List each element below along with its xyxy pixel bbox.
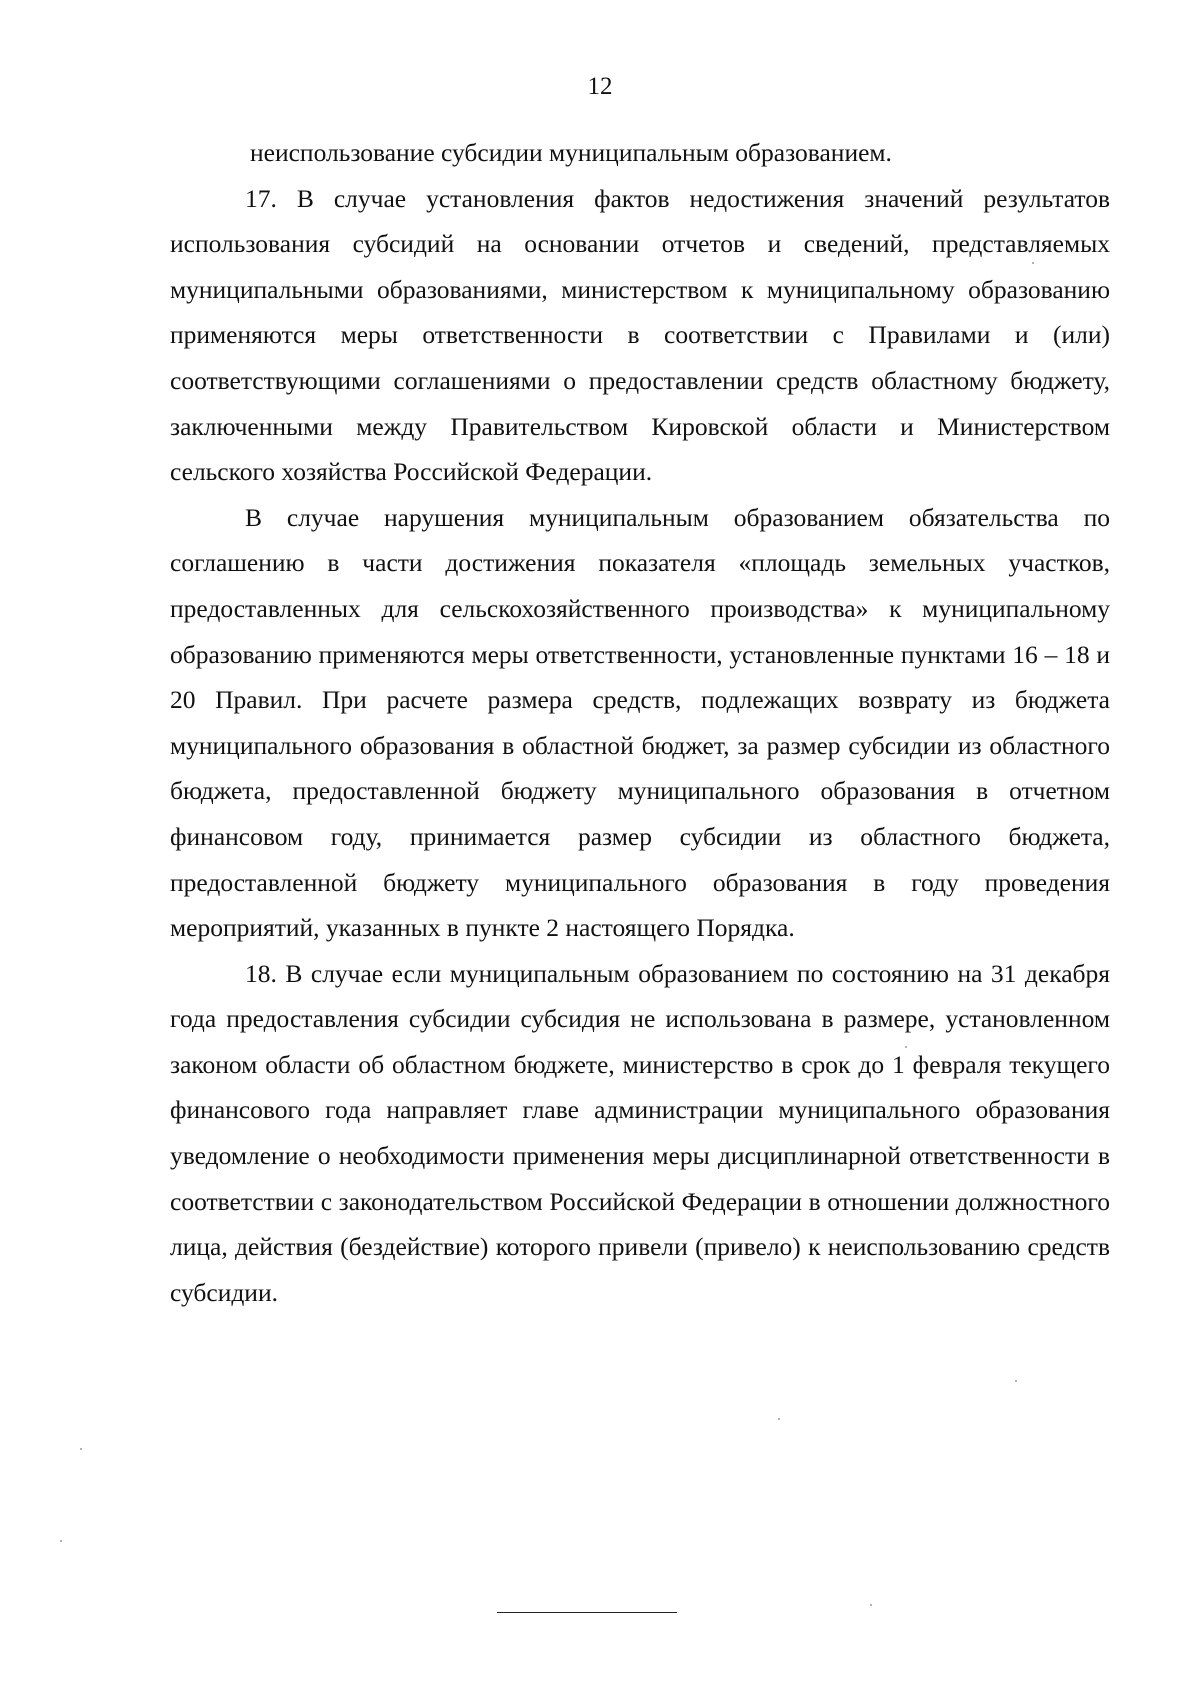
paragraph-item-18: 18. В случае если муниципальным образованием по состоянию на 31 декабря года предоставления субсидии субсидия не использована в размере, установленном законом области об областном бюджете, министерство в срок до 1 февраля текущего финансового года направляет главе администрации муниципального образования уведомление о необходимости применения меры дисциплинарной ответственности в соответствии с законодательством Российской Федерации в отношении должностного лица, действия (бездействие) которого привели (привело) к неиспользованию средств субсидии. — [170, 958, 1110, 1307]
paragraph-item-17: 17. В случае установления фактов недостижения значений результатов использования субсидий на основании отчетов и сведений, представляемых муниципальными образованиями, министерством к муниципальному образованию применяются меры ответственности в соответствии с Правилами и (или) соответствующими соглашениями о предоставлении средств областному бюджету, заключенными между Правительством Кировской области и Министерством сельского хозяйства Российской Федерации. — [170, 183, 1110, 487]
scan-speck — [1032, 262, 1034, 264]
page-number: 12 — [587, 73, 613, 100]
end-of-text-rule — [497, 1612, 677, 1613]
paragraph-violation: В случае нарушения муниципальным образованием обязательства по соглашению в части достижения показателя «площадь земельных участков, предоставленных для сельскохозяйственного производства» к муниципальному образованию применяются меры ответственности, установленные пунктами 16 – 18 и 20 Правил. При расчете размера средств, подлежащих возврату из бюджета муниципального образования в областной бюджет, за размер субсидии из областного бюджета, предоставленной бюджету муниципального образования в отчетном финансовом году, принимается размер субсидии из областного бюджета, предоставленной бюджету муниципального образования в году проведения мероприятий, указанных в пункте 2 настоящего Порядка. — [170, 502, 1110, 943]
scan-speck — [80, 1448, 82, 1450]
scan-speck — [905, 1046, 907, 1048]
scan-speck — [870, 1604, 872, 1606]
paragraph-continuation: неиспользование субсидии муниципальным образованием. — [250, 138, 892, 167]
scan-speck — [778, 1418, 780, 1420]
scan-speck — [60, 1540, 62, 1542]
scan-speck — [1015, 1380, 1017, 1382]
document-body — [170, 130, 1110, 1315]
